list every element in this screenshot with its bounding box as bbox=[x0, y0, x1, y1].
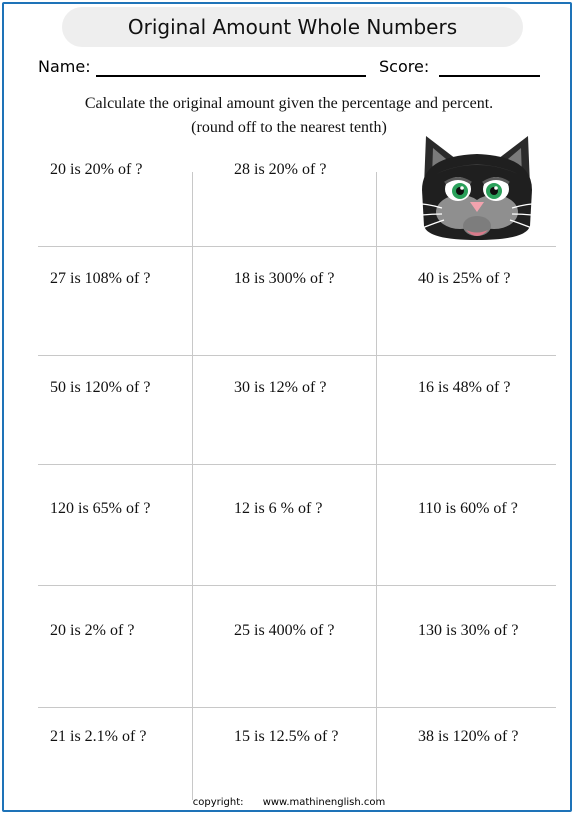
problem-r2-c2: 18 is 300% of ? bbox=[234, 270, 335, 287]
problem-r4-c2: 12 is 6 % of ? bbox=[234, 500, 323, 517]
grid-divider-horizontal-3 bbox=[38, 464, 556, 465]
problem-r2-c3: 40 is 25% of ? bbox=[418, 270, 511, 287]
grid-divider-vertical-1 bbox=[192, 172, 193, 800]
score-answer-line[interactable] bbox=[439, 75, 540, 77]
instructions-line-1: Calculate the original amount given the percentage and percent. bbox=[84, 95, 494, 112]
problem-r3-c3: 16 is 48% of ? bbox=[418, 379, 511, 396]
problem-r5-c1: 20 is 2% of ? bbox=[50, 622, 135, 639]
grid-divider-horizontal-5 bbox=[38, 707, 556, 708]
grid-divider-horizontal-2 bbox=[38, 355, 556, 356]
grid-divider-horizontal-4 bbox=[38, 585, 556, 586]
cat-face-icon bbox=[402, 134, 552, 252]
problem-r3-c2: 30 is 12% of ? bbox=[234, 379, 327, 396]
page-title-text: Original Amount Whole Numbers bbox=[127, 15, 458, 39]
problem-r1-c2: 28 is 20% of ? bbox=[234, 161, 327, 178]
name-label: Name: bbox=[38, 57, 91, 76]
grid-divider-vertical-2 bbox=[376, 172, 377, 800]
problem-r5-c2: 25 is 400% of ? bbox=[234, 622, 335, 639]
instructions-line-2: (round off to the nearest tenth) bbox=[191, 119, 387, 136]
problem-r5-c3: 130 is 30% of ? bbox=[418, 622, 519, 639]
name-answer-line[interactable] bbox=[96, 75, 366, 77]
footer bbox=[0, 797, 578, 808]
instructions bbox=[0, 92, 578, 140]
problem-r4-c3: 110 is 60% of ? bbox=[418, 500, 518, 517]
problem-r2-c1: 27 is 108% of ? bbox=[50, 270, 151, 287]
problem-r3-c1: 50 is 120% of ? bbox=[50, 379, 151, 396]
problem-r6-c2: 15 is 12.5% of ? bbox=[234, 728, 339, 745]
problem-r4-c1: 120 is 65% of ? bbox=[50, 500, 151, 517]
name-score-row bbox=[38, 57, 548, 81]
problem-r6-c1: 21 is 2.1% of ? bbox=[50, 728, 147, 745]
page-title bbox=[62, 7, 523, 47]
copyright-label: copyright: bbox=[192, 797, 244, 808]
score-label: Score: bbox=[379, 57, 430, 76]
site-link[interactable]: www.mathinenglish.com bbox=[262, 797, 386, 808]
problem-r6-c3: 38 is 120% of ? bbox=[418, 728, 519, 745]
problem-r1-c1: 20 is 20% of ? bbox=[50, 161, 143, 178]
